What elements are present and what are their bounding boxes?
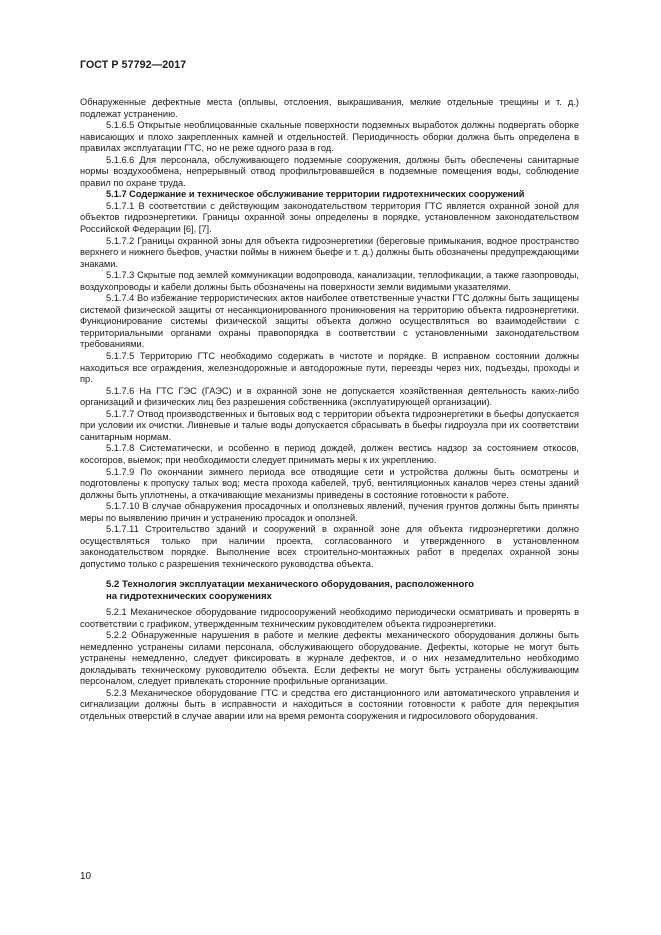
document-code-header: ГОСТ Р 57792—2017 bbox=[80, 59, 187, 71]
paragraph: 5.1.7.11 Строительство зданий и сооружений в охранной зоне для объекта гидроэнергетики должно осуществляться только при наличии проекта, согласованного и утвержденного в установленном законодательством порядке. Выполнение всех строительно-монтажных работ в пределах охранной зоны допустимо только с разрешения технического руководства объекта. bbox=[80, 524, 579, 569]
paragraph: 5.1.7.1 В соответствии с действующим законодательством территория ГТС является охранной зоной для объектов гидроэнергетики. Границы охранной зоны определены в порядке, установленном законодательством Российской Федерации [6], [7]. bbox=[80, 200, 579, 235]
section-heading-line: 5.2 Технология эксплуатации механического оборудования, расположенного bbox=[106, 579, 475, 591]
paragraph: 5.1.7.6 На ГТС ГЭС (ГАЭС) и в охранной зоне не допускается хозяйственная деятельность каких-либо организаций и физических лиц без разрешения собственника (эксплуатирующей организации). bbox=[80, 385, 579, 408]
paragraph: 5.1.7.8 Систематически, и особенно в период дождей, должен вестись надзор за состоянием откосов, косогоров, выемок; при необходимости следует принимать меры к их укреплению. bbox=[80, 443, 579, 465]
paragraph: 5.1.6.6 Для персонала, обслуживающего подземные сооружения, должны быть обеспечены санитарные нормы воздухообмена, непрерывный отвод профильтровавшейся в подземные помещения воды, соблюдение правил по охране труда. bbox=[80, 154, 579, 188]
paragraph: 5.1.7.5 Территорию ГТС необходимо содержать в чистоте и порядке. В исправном состоянии должны находиться все ограждения, железнодорожные и автодорожные пути, переезды через них, подъезды, проходы и пр. bbox=[80, 351, 579, 385]
paragraph: 5.1.7.10 В случае обнаружения просадочных и оползневых явлений, пучения грунтов должны быть приняты меры по выявлению причин и устранению просадок и оползней. bbox=[80, 501, 579, 523]
paragraph: 5.1.7.9 По окончании зимнего периода все отводящие сети и устройства должны быть осмотрены и подготовлены к пропуску талых вод; места прохода кабелей, труб, вентиляционных каналов через стены зданий должны быть уплотнены, а откачивающие механизмы приведены в состояние готовности к работе. bbox=[80, 466, 579, 500]
section-heading-line: на гидротехнических сооружениях bbox=[106, 591, 272, 603]
paragraph: 5.2.3 Механическое оборудование ГТС и средства его дистанционного или автоматического управления и сигнализации должны быть в исправности и находиться в состоянии готовности к работе для перекрытия отдельных отверстий в случае аварии или на время ремонта сооружения и гидросилового оборудования. bbox=[80, 687, 579, 721]
paragraph: 5.2.1 Механическое оборудование гидросооружений необходимо периодически осматривать и проверять в соответствии с графиком, утвержденным техническим руководителем объекта гидроэнергетики. bbox=[80, 607, 579, 629]
paragraph: 5.2.2 Обнаруженные нарушения в работе и мелкие дефекты механического оборудования должны быть немедленно устранены силами персонала, обслуживающего оборудование. Дефекты, которые не могут быть устранены немедленно, следует фиксировать в журнале дефектов, и о них незамедлительно необходимо докладывать техническому руководителю объекта. Если дефекты не могут быть устранены обслуживающим персоналом, следует привлекать сторонние профильные организации. bbox=[80, 630, 579, 687]
paragraph: 5.1.6.5 Открытые необлицованные скальные поверхности подземных выработок должны подвергать оборке нависающих и плохо закрепленных камней и отдельностей. Периодичность оборки должна быть определена в правилах эксплуатации ГТС, но не реже одного раза в год. bbox=[80, 120, 579, 154]
paragraph: 5.1.7.7 Отвод производственных и бытовых вод с территории объекта гидроэнергетики в бьефы допускается при условии их очистки. Ливневые и талые воды допускается сбрасывать в бьефы гидроузла при их соответствии санитарным нормам. bbox=[80, 408, 579, 442]
page-number: 10 bbox=[80, 871, 92, 882]
paragraph: 5.1.7.2 Границы охранной зоны для объекта гидроэнергетики (береговые примыкания, водное пространство верхнего и нижнего бьефов, участки поймы в нижнем бьефе и т. д.) должны быть обозначены предупреждающими знаками. bbox=[80, 235, 579, 269]
paragraph: 5.1.7.3 Скрытые под землей коммуникации водопровода, канализации, теплофикации, а также газопроводы, воздухопроводы и кабели должны быть обозначены на поверхности земли видимыми указателями. bbox=[80, 270, 579, 292]
document-body bbox=[80, 97, 579, 722]
subsection-heading: 5.1.7 Содержание и техническое обслуживание территории гидротехнических сооружений bbox=[106, 189, 525, 200]
paragraph: 5.1.7.4 Во избежание террористических актов наиболее ответственные участки ГТС должны быть защищены системой физической защиты от несанкционированного проникновения на территорию объекта гидроэнергетики. Функционирование системы физической защиты объекта должно осуществляться во взаимодействии с территориальными органами охраны правопорядка в соответствии с установленными законодательством требованиями. bbox=[80, 293, 579, 350]
paragraph: Обнаруженные дефектные места (оплывы, отслоения, выкрашивания, мелкие отдельные трещины и т. д.) подлежат устранению. bbox=[80, 97, 579, 119]
section-heading bbox=[80, 579, 579, 603]
